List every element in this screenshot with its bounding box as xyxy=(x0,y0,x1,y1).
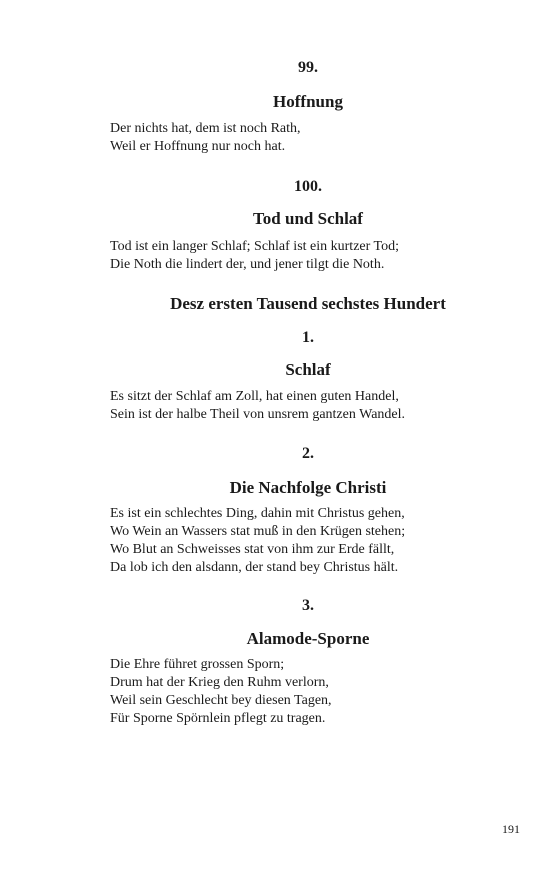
epigram-title: Tod und Schlaf xyxy=(253,209,363,228)
verse-line: Die Noth die lindert der, und jener tilgt die Noth. xyxy=(110,257,385,272)
epigram-number: 99. xyxy=(298,59,318,76)
verse-line: Für Sporne Spörnlein pflegt zu tragen. xyxy=(110,711,326,726)
verse-line: Die Ehre führet grossen Sporn; xyxy=(110,657,285,672)
epigram-number: 1. xyxy=(302,329,314,346)
verse-line: Weil sein Geschlecht bey diesen Tagen, xyxy=(110,693,332,708)
verse-line: Tod ist ein langer Schlaf; Schlaf ist ein kurtzer Tod; xyxy=(110,239,399,254)
verse-line: Es ist ein schlechtes Ding, dahin mit Christus gehen, xyxy=(110,506,405,521)
epigram-title: Die Nachfolge Christi xyxy=(229,478,387,497)
verse-line: Da lob ich den alsdann, der stand bey Christus hält. xyxy=(110,560,399,575)
epigram-text xyxy=(110,388,530,424)
epigram-text xyxy=(110,238,530,274)
epigram-text xyxy=(110,505,530,577)
verse-line: Wo Blut an Schweisses stat von ihm zur Erde fällt, xyxy=(110,542,395,557)
epigram-title: Alamode-Sporne xyxy=(246,629,370,648)
epigram-number: 3. xyxy=(302,597,314,614)
verse-line: Sein ist der halbe Theil von unsrem gantzen Wandel. xyxy=(110,407,406,422)
verse-line: Drum hat der Krieg den Ruhm verlorn, xyxy=(110,675,329,690)
epigram-title: Schlaf xyxy=(285,360,331,379)
epigram-number: 100. xyxy=(294,178,322,195)
epigram-text xyxy=(110,120,530,156)
section-heading: Desz ersten Tausend sechstes Hundert xyxy=(170,294,446,313)
verse-line: Weil er Hoffnung nur noch hat. xyxy=(110,139,286,154)
verse-line: Der nichts hat, dem ist noch Rath, xyxy=(110,121,301,136)
epigram-number: 2. xyxy=(302,445,314,462)
page-number: 191 xyxy=(502,822,520,836)
epigram-text xyxy=(110,656,530,728)
verse-line: Es sitzt der Schlaf am Zoll, hat einen guten Handel, xyxy=(110,389,399,404)
epigram-title: Hoffnung xyxy=(273,92,343,111)
verse-line: Wo Wein an Wassers stat muß in den Krügen stehen; xyxy=(110,524,406,539)
